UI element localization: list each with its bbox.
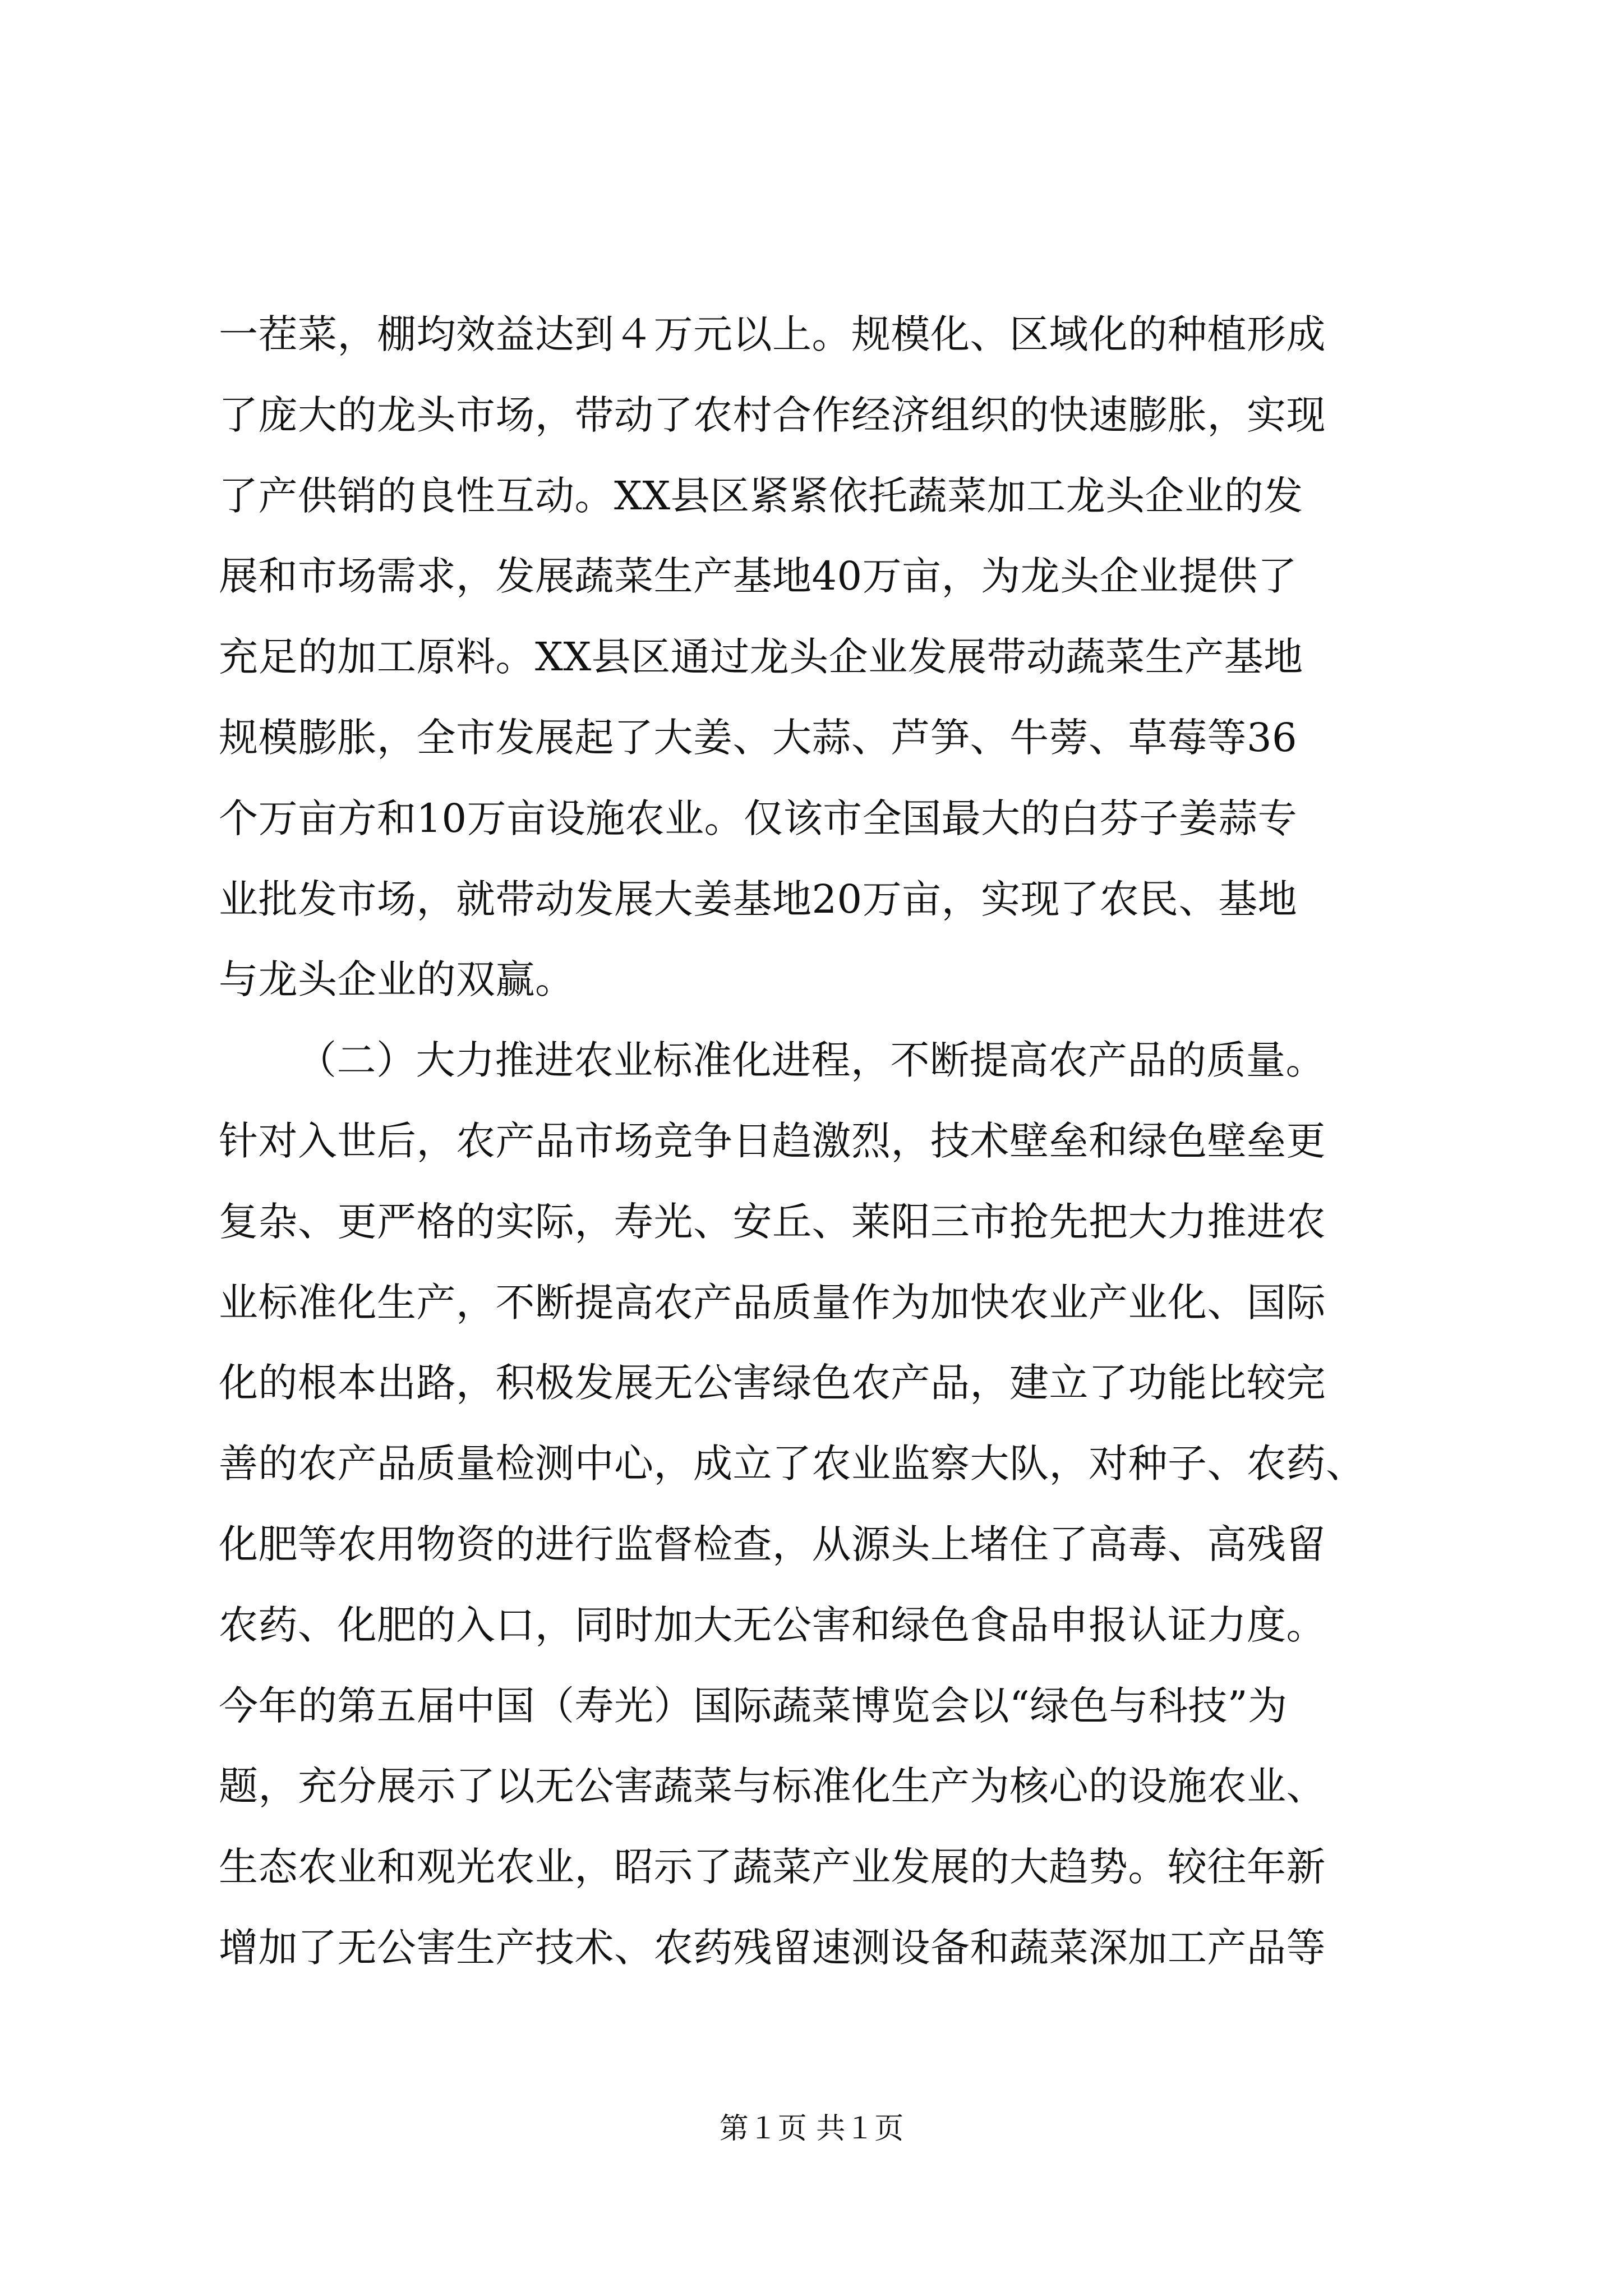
text-line: 农药、化肥的入口，同时加大无公害和绿色食品申报认证力度。 [219, 1602, 1326, 1648]
section-heading-line: （二）大力推进农业标准化进程，不断提高农产品的质量。 [297, 1037, 1325, 1084]
text-line: 今年的第五届中国（寿光）国际蔬菜博览会以“绿色与科技”为 [219, 1682, 1288, 1729]
text-line: 了产供销的良性互动。XX县区紧紧依托蔬菜加工龙头企业的发 [219, 472, 1303, 519]
text-line: 展和市场需求，发展蔬菜生产基地40万亩，为龙头企业提供了 [219, 553, 1298, 600]
text-line: 生态农业和观光农业，昭示了蔬菜产业发展的大趋势。较往年新 [219, 1844, 1326, 1890]
text-line: 善的农产品质量检测中心，成立了农业监察大队，对种子、农药、 [219, 1441, 1366, 1487]
text-line: 规模膨胀，全市发展起了大姜、大蒜、芦笋、牛蒡、草莓等36 [219, 714, 1298, 761]
text-line: 了庞大的龙头市场，带动了农村合作经济组织的快速膨胀，实现 [219, 392, 1326, 438]
text-line: 针对入世后，农产品市场竞争日趋激烈，技术壁垒和绿色壁垒更 [219, 1117, 1326, 1164]
text-line: 个万亩方和10万亩设施农业。仅该市全国最大的白芬子姜蒜专 [219, 795, 1298, 841]
text-line: 业批发市场，就带动发展大姜基地20万亩，实现了农民、基地 [219, 876, 1298, 922]
text-line: 增加了无公害生产技术、农药残留速测设备和蔬菜深加工产品等 [219, 1924, 1326, 1971]
text-line: 业标准化生产，不断提高农产品质量作为加快农业产业化、国际 [219, 1279, 1326, 1326]
text-line: 化的根本出路，积极发展无公害绿色农产品，建立了功能比较完 [219, 1360, 1326, 1406]
text-line: 一茬菜，棚均效益达到４万元以上。规模化、区域化的种植形成 [219, 311, 1326, 357]
text-line: 复杂、更严格的实际，寿光、安丘、莱阳三市抢先把大力推进农 [219, 1198, 1326, 1245]
text-line: 题，充分展示了以无公害蔬菜与标准化生产为核心的设施农业、 [219, 1763, 1326, 1810]
document-body [219, 295, 1424, 1989]
text-line: 充足的加工原料。XX县区通过龙头企业发展带动蔬菜生产基地 [219, 634, 1303, 680]
page-number-footer: 第１页 共１页 [719, 2112, 904, 2146]
text-line: 化肥等农用物资的进行监督检查，从源头上堵住了高毒、高残留 [219, 1521, 1326, 1567]
text-line: 与龙头企业的双赢。 [219, 956, 575, 1003]
